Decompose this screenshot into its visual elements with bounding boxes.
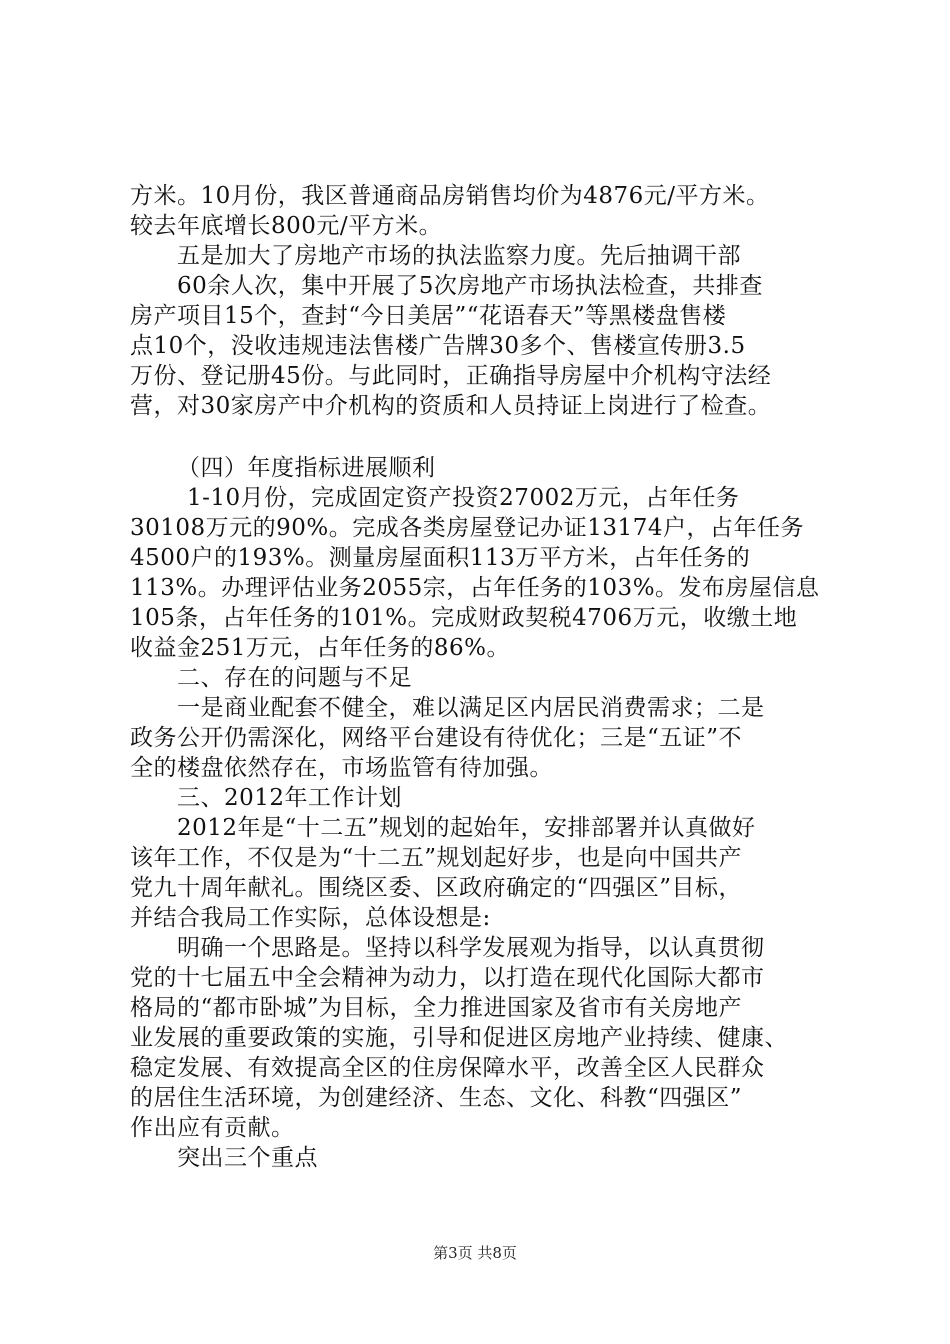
section-heading: （四）年度指标进展顺利 [177, 455, 436, 481]
body-line: 105条，占年任务的101%。完成财政契税4706万元，收缴土地 [130, 605, 798, 631]
body-line: 稳定发展、有效提高全区的住房保障水平，改善全区人民群众 [130, 1055, 765, 1081]
body-line: 党九十周年献礼。围绕区委、区政府确定的“四强区”目标， [130, 875, 743, 901]
body-line: 点10个，没收违规违法售楼广告牌30多个、售楼宣传册3.5 [130, 333, 746, 359]
body-line: 营，对30家房产中介机构的资质和人员持证上岗进行了检查。 [130, 393, 772, 419]
body-line: 30108万元的90%。完成各类房屋登记办证13174户，占年任务 [130, 515, 804, 541]
body-line: 较去年底增长800元/平方米。 [130, 213, 443, 239]
body-line: 2012年是“十二五”规划的起始年，安排部署并认真做好 [177, 815, 756, 841]
body-line: 60余人次，集中开展了5次房地产市场执法检查，共排查 [177, 273, 763, 299]
body-line: 一是商业配套不健全，难以满足区内居民消费需求；二是 [177, 695, 765, 721]
body-line: 1-10月份，完成固定资产投资27002万元，占年任务 [187, 485, 740, 511]
section-heading: 突出三个重点 [177, 1145, 318, 1171]
body-line: 五是加大了房地产市场的执法监察力度。先后抽调干部 [177, 243, 741, 269]
body-line: 万份、登记册45份。与此同时，正确指导房屋中介机构守法经 [130, 363, 772, 389]
page-footer: 第3页 共8页 [433, 1244, 517, 1262]
body-line: 全的楼盘依然存在，市场监管有待加强。 [130, 755, 553, 781]
body-line: 格局的“都市卧城”为目标，全力推进国家及省市有关房地产 [130, 995, 743, 1021]
body-line: 的居住生活环境，为创建经济、生态、文化、科教“四强区” [130, 1085, 743, 1111]
body-line: 并结合我局工作实际，总体设想是: [130, 905, 491, 931]
body-line: 业发展的重要政策的实施，引导和促进区房地产业持续、健康、 [130, 1025, 788, 1051]
body-line: 4500户的193%。测量房屋面积113万平方米，占年任务的 [130, 545, 751, 571]
body-line: 该年工作，不仅是为“十二五”规划起好步，也是向中国共产 [130, 845, 743, 871]
body-line: 113%。办理评估业务2055宗，占年任务的103%。发布房屋信息 [130, 575, 820, 601]
body-line: 作出应有贡献。 [130, 1115, 295, 1141]
section-heading: 二、存在的问题与不足 [177, 665, 412, 691]
body-line: 政务公开仍需深化，网络平台建设有待优化；三是“五证”不 [130, 725, 743, 751]
body-line: 方米。10月份，我区普通商品房销售均价为4876元/平方米。 [130, 183, 770, 209]
body-line: 明确一个思路是。坚持以科学发展观为指导，以认真贯彻 [177, 935, 765, 961]
body-line: 党的十七届五中全会精神为动力，以打造在现代化国际大都市 [130, 965, 765, 991]
body-line: 房产项目15个，查封“今日美居”“花语春天”等黑楼盘售楼 [130, 303, 727, 329]
section-heading: 三、2012年工作计划 [177, 785, 403, 811]
body-line: 收益金251万元，占年任务的86%。 [130, 635, 511, 661]
